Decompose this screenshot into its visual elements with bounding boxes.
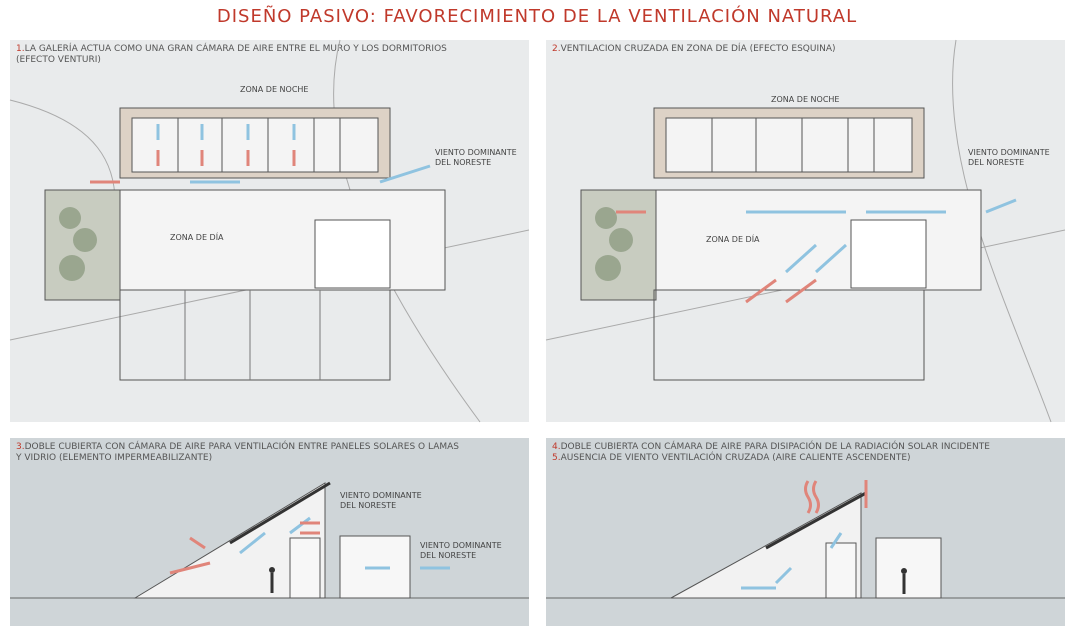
page-title: DISEÑO PASIVO: FAVORECIMIENTO DE LA VENTILACIÓN NATURAL [216, 6, 858, 27]
panel-number: 3. [16, 442, 25, 452]
panel-number: 1. [16, 44, 25, 54]
wind-label: DEL NORESTE [435, 158, 492, 167]
panel-number: 2. [552, 44, 561, 54]
caption-line: Y VIDRIO (ELEMENTO IMPERMEABILIZANTE) [16, 453, 213, 463]
zone-day-label: ZONA DE DÍA [706, 235, 760, 244]
wind-label: VIENTO DOMINANTE [340, 491, 422, 500]
wind-label: VIENTO DOMINANTE [420, 541, 502, 550]
caption-line: DOBLE CUBIERTA CON CÁMARA DE AIRE PARA VENTILACIÓN ENTRE PANELES SOLARES O LAMAS [24, 442, 460, 452]
caption-line: (EFECTO VENTURI) [16, 55, 101, 65]
zone-day-label: ZONA DE DÍA [170, 233, 224, 242]
wind-label: DEL NORESTE [968, 158, 1025, 167]
panel-venturi [10, 40, 529, 422]
section-drawing [546, 438, 1065, 626]
zone-night-label: ZONA DE NOCHE [240, 85, 309, 94]
plan-drawing [10, 40, 529, 422]
panel-cross-ventilation [546, 40, 1065, 422]
wind-label: DEL NORESTE [340, 501, 397, 510]
section-drawing [10, 438, 529, 626]
panel-double-roof-dissipation [546, 438, 1065, 626]
zone-night-label: ZONA DE NOCHE [771, 95, 840, 104]
caption-line: DOBLE CUBIERTA CON CÁMARA DE AIRE PARA DISIPACIÓN DE LA RADIACIÓN SOLAR INCIDENTE [560, 442, 990, 452]
wind-label: VIENTO DOMINANTE [968, 148, 1050, 157]
wind-label: VIENTO DOMINANTE [435, 148, 517, 157]
caption-line: VENTILACION CRUZADA EN ZONA DE DÍA (EFECTO ESQUINA) [560, 44, 836, 54]
panel-number: 4. [552, 442, 561, 452]
caption-line: LA GALERÍA ACTUA COMO UNA GRAN CÁMARA DE AIRE ENTRE EL MURO Y LOS DORMITORIOS [24, 44, 447, 54]
caption-line: AUSENCIA DE VIENTO VENTILACIÓN CRUZADA (AIRE CALIENTE ASCENDENTE) [560, 453, 911, 463]
wind-label: DEL NORESTE [420, 551, 477, 560]
panel-number: 5. [552, 453, 561, 463]
plan-drawing [546, 40, 1065, 422]
panel-double-roof-ventilation [10, 438, 529, 626]
